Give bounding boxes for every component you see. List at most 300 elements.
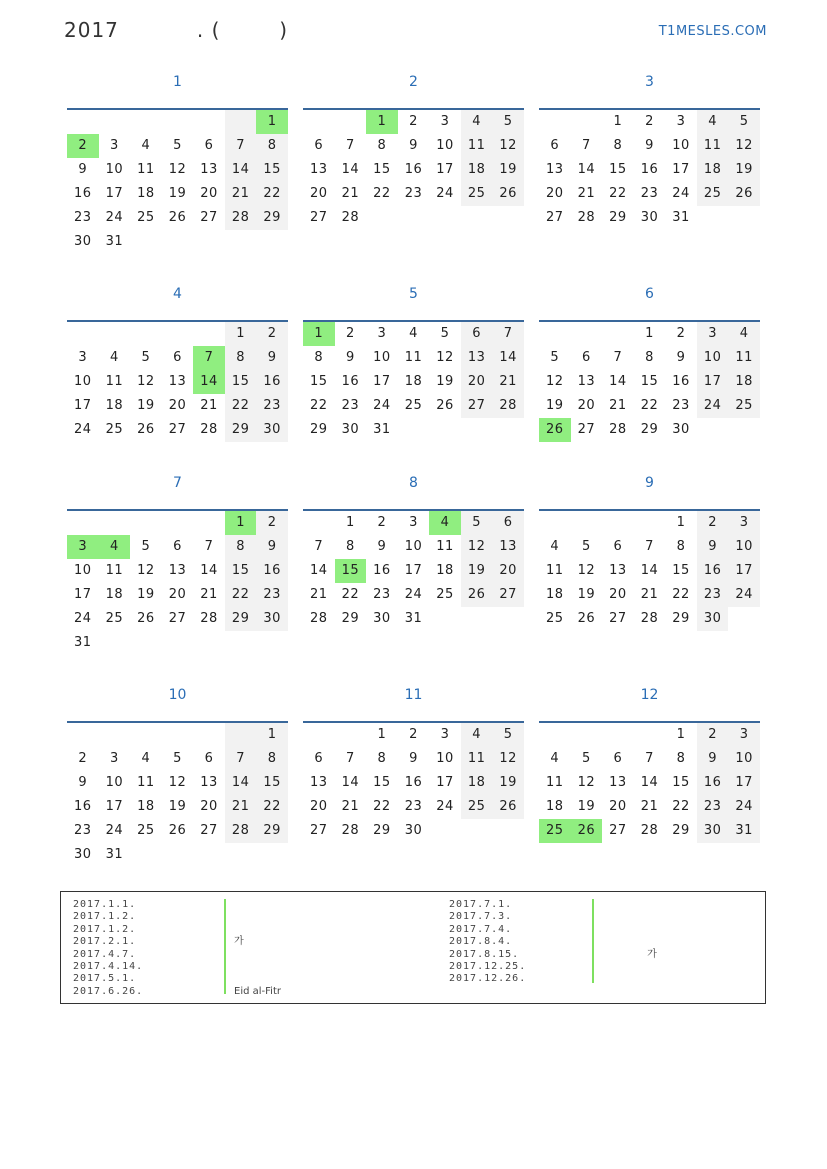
day-cell[interactable]: 20 xyxy=(577,398,596,413)
day-cell[interactable]: 1 xyxy=(256,110,288,134)
day-cell[interactable]: 11 xyxy=(436,539,454,554)
day-cell[interactable]: 19 xyxy=(492,771,524,795)
day-cell[interactable]: 8 xyxy=(225,535,257,559)
day-cell[interactable]: 10 xyxy=(672,138,690,153)
day-cell[interactable]: 8 xyxy=(225,346,257,370)
day-cell[interactable]: 30 xyxy=(373,611,391,626)
day-cell[interactable]: 18 xyxy=(137,186,155,201)
day-cell[interactable]: 14 xyxy=(341,775,360,790)
day-cell[interactable]: 2 xyxy=(409,114,418,129)
day-cell[interactable]: 22 xyxy=(256,182,288,206)
day-cell[interactable]: 29 xyxy=(310,422,328,437)
day-cell[interactable]: 28 xyxy=(225,819,257,843)
day-cell[interactable]: 11 xyxy=(105,374,124,389)
day-cell[interactable]: 10 xyxy=(728,747,760,771)
day-cell[interactable]: 7 xyxy=(345,138,355,153)
day-cell[interactable]: 18 xyxy=(546,587,564,602)
day-cell[interactable]: 23 xyxy=(672,398,690,413)
day-cell[interactable]: 22 xyxy=(609,186,627,201)
day-cell[interactable]: 20 xyxy=(546,186,564,201)
day-cell[interactable]: 25 xyxy=(436,587,454,602)
day-cell[interactable]: 29 xyxy=(256,206,288,230)
day-cell[interactable]: 23 xyxy=(256,394,288,418)
day-cell[interactable]: 14 xyxy=(200,563,218,578)
day-cell[interactable]: 5 xyxy=(461,511,493,535)
day-cell[interactable]: 26 xyxy=(571,819,603,843)
day-cell[interactable]: 16 xyxy=(672,374,690,389)
day-cell[interactable]: 7 xyxy=(645,751,654,766)
day-cell[interactable]: 21 xyxy=(225,182,257,206)
day-cell[interactable]: 12 xyxy=(577,563,596,578)
day-cell[interactable]: 15 xyxy=(672,563,690,578)
day-cell[interactable]: 27 xyxy=(461,394,493,418)
day-cell[interactable]: 14 xyxy=(310,563,328,578)
day-cell[interactable]: 4 xyxy=(728,322,760,346)
day-cell[interactable]: 19 xyxy=(577,587,596,602)
day-cell[interactable]: 16 xyxy=(640,162,659,177)
day-cell[interactable]: 30 xyxy=(672,422,690,437)
day-cell[interactable]: 26 xyxy=(168,210,187,225)
day-cell[interactable]: 10 xyxy=(105,162,124,177)
day-cell[interactable]: 7 xyxy=(204,539,214,554)
day-cell[interactable]: 21 xyxy=(640,799,659,814)
day-cell[interactable]: 15 xyxy=(225,370,257,394)
day-cell[interactable]: 28 xyxy=(225,206,257,230)
day-cell[interactable]: 8 xyxy=(676,539,686,554)
day-cell[interactable]: 12 xyxy=(577,775,596,790)
day-cell[interactable]: 15 xyxy=(373,162,391,177)
day-cell[interactable]: 23 xyxy=(256,583,288,607)
day-cell[interactable]: 12 xyxy=(168,162,187,177)
day-cell[interactable]: 12 xyxy=(492,134,524,158)
day-cell[interactable]: 24 xyxy=(697,394,729,418)
day-cell[interactable]: 29 xyxy=(672,611,690,626)
day-cell[interactable]: 22 xyxy=(225,394,257,418)
day-cell[interactable]: 8 xyxy=(645,350,654,365)
day-cell[interactable]: 17 xyxy=(728,771,760,795)
day-cell[interactable]: 21 xyxy=(577,186,596,201)
day-cell[interactable]: 16 xyxy=(74,799,92,814)
day-cell[interactable]: 9 xyxy=(345,350,355,365)
day-cell[interactable]: 6 xyxy=(314,138,324,153)
day-cell[interactable]: 1 xyxy=(676,515,686,530)
day-cell[interactable]: 11 xyxy=(137,162,155,177)
day-cell[interactable]: 15 xyxy=(256,771,288,795)
day-cell[interactable]: 9 xyxy=(697,535,729,559)
day-cell[interactable]: 7 xyxy=(193,346,225,370)
day-cell[interactable]: 19 xyxy=(546,398,564,413)
day-cell[interactable]: 19 xyxy=(461,559,493,583)
day-cell[interactable]: 24 xyxy=(436,799,454,814)
day-cell[interactable]: 20 xyxy=(168,587,187,602)
day-cell[interactable]: 1 xyxy=(303,322,335,346)
day-cell[interactable]: 2 xyxy=(345,326,355,341)
day-cell[interactable]: 19 xyxy=(168,799,187,814)
day-cell[interactable]: 5 xyxy=(173,138,182,153)
day-cell[interactable]: 12 xyxy=(137,563,155,578)
day-cell[interactable]: 11 xyxy=(728,346,760,370)
day-cell[interactable]: 28 xyxy=(609,422,627,437)
day-cell[interactable]: 20 xyxy=(310,186,328,201)
day-cell[interactable]: 19 xyxy=(436,374,454,389)
day-cell[interactable]: 9 xyxy=(78,162,88,177)
day-cell[interactable]: 13 xyxy=(200,775,218,790)
day-cell[interactable]: 2 xyxy=(377,515,387,530)
day-cell[interactable]: 17 xyxy=(373,374,391,389)
day-cell[interactable]: 28 xyxy=(640,823,659,838)
day-cell[interactable]: 6 xyxy=(204,751,214,766)
day-cell[interactable]: 17 xyxy=(404,563,423,578)
day-cell[interactable]: 14 xyxy=(640,563,659,578)
day-cell[interactable]: 2 xyxy=(409,727,418,742)
day-cell[interactable]: 27 xyxy=(609,823,627,838)
day-cell[interactable]: 31 xyxy=(672,210,690,225)
day-cell[interactable]: 11 xyxy=(137,775,155,790)
day-cell[interactable]: 21 xyxy=(310,587,328,602)
day-cell[interactable]: 31 xyxy=(404,611,423,626)
day-cell[interactable]: 22 xyxy=(672,587,690,602)
day-cell[interactable]: 5 xyxy=(440,326,450,341)
day-cell[interactable]: 28 xyxy=(341,823,360,838)
day-cell[interactable]: 25 xyxy=(137,210,155,225)
day-cell[interactable]: 7 xyxy=(345,751,355,766)
day-cell[interactable]: 9 xyxy=(256,535,288,559)
day-cell[interactable]: 25 xyxy=(697,182,729,206)
day-cell[interactable]: 3 xyxy=(377,326,387,341)
day-cell[interactable]: 17 xyxy=(436,162,454,177)
day-cell[interactable]: 20 xyxy=(492,559,524,583)
day-cell[interactable]: 15 xyxy=(256,158,288,182)
day-cell[interactable]: 15 xyxy=(373,775,391,790)
day-cell[interactable]: 4 xyxy=(409,326,418,341)
day-cell[interactable]: 5 xyxy=(581,751,591,766)
day-cell[interactable]: 31 xyxy=(373,422,391,437)
day-cell[interactable]: 13 xyxy=(577,374,596,389)
day-cell[interactable]: 27 xyxy=(310,210,328,225)
day-cell[interactable]: 6 xyxy=(613,751,623,766)
day-cell[interactable]: 13 xyxy=(168,563,187,578)
day-cell[interactable]: 12 xyxy=(492,747,524,771)
day-cell[interactable]: 27 xyxy=(310,823,328,838)
day-cell[interactable]: 23 xyxy=(404,186,423,201)
day-cell[interactable]: 25 xyxy=(137,823,155,838)
day-cell[interactable]: 28 xyxy=(200,611,218,626)
day-cell[interactable]: 18 xyxy=(105,587,124,602)
day-cell[interactable]: 26 xyxy=(461,583,493,607)
day-cell[interactable]: 5 xyxy=(728,110,760,134)
day-cell[interactable]: 2 xyxy=(645,114,654,129)
day-cell[interactable]: 19 xyxy=(168,186,187,201)
day-cell[interactable]: 7 xyxy=(225,747,257,771)
day-cell[interactable]: 25 xyxy=(404,398,423,413)
day-cell[interactable]: 10 xyxy=(74,374,92,389)
day-cell[interactable]: 10 xyxy=(436,751,454,766)
day-cell[interactable]: 22 xyxy=(341,587,360,602)
day-cell[interactable]: 14 xyxy=(492,346,524,370)
day-cell[interactable]: 20 xyxy=(168,398,187,413)
day-cell[interactable]: 20 xyxy=(200,799,218,814)
day-cell[interactable]: 27 xyxy=(200,823,218,838)
day-cell[interactable]: 29 xyxy=(373,823,391,838)
day-cell[interactable]: 11 xyxy=(404,350,423,365)
day-cell[interactable]: 2 xyxy=(256,511,288,535)
day-cell[interactable]: 11 xyxy=(546,775,564,790)
day-cell[interactable]: 8 xyxy=(256,134,288,158)
day-cell[interactable]: 8 xyxy=(613,138,623,153)
day-cell[interactable]: 25 xyxy=(461,182,493,206)
day-cell[interactable]: 12 xyxy=(728,134,760,158)
day-cell[interactable]: 12 xyxy=(461,535,493,559)
day-cell[interactable]: 16 xyxy=(256,559,288,583)
day-cell[interactable]: 19 xyxy=(492,158,524,182)
day-cell[interactable]: 16 xyxy=(697,771,729,795)
day-cell[interactable]: 17 xyxy=(105,186,124,201)
day-cell[interactable]: 19 xyxy=(728,158,760,182)
day-cell[interactable]: 5 xyxy=(173,751,182,766)
day-cell[interactable]: 24 xyxy=(404,587,423,602)
day-cell[interactable]: 23 xyxy=(373,587,391,602)
day-cell[interactable]: 30 xyxy=(697,819,729,843)
day-cell[interactable]: 1 xyxy=(225,511,257,535)
day-cell[interactable]: 13 xyxy=(168,374,187,389)
day-cell[interactable]: 4 xyxy=(697,110,729,134)
day-cell[interactable]: 29 xyxy=(225,418,257,442)
day-cell[interactable]: 26 xyxy=(168,823,187,838)
day-cell[interactable]: 12 xyxy=(137,374,155,389)
day-cell[interactable]: 22 xyxy=(640,398,659,413)
day-cell[interactable]: 3 xyxy=(728,511,760,535)
day-cell[interactable]: 25 xyxy=(546,611,564,626)
day-cell[interactable]: 30 xyxy=(256,607,288,631)
day-cell[interactable]: 10 xyxy=(728,535,760,559)
day-cell[interactable]: 10 xyxy=(105,775,124,790)
day-cell[interactable]: 2 xyxy=(697,723,729,747)
day-cell[interactable]: 6 xyxy=(550,138,560,153)
day-cell[interactable]: 4 xyxy=(141,751,151,766)
day-cell[interactable]: 13 xyxy=(200,162,218,177)
brand-link[interactable]: T1MESLES.COM xyxy=(658,24,767,39)
day-cell[interactable]: 25 xyxy=(461,795,493,819)
day-cell[interactable]: 16 xyxy=(404,775,423,790)
day-cell[interactable]: 1 xyxy=(225,322,257,346)
day-cell[interactable]: 28 xyxy=(640,611,659,626)
day-cell[interactable]: 27 xyxy=(168,611,187,626)
day-cell[interactable]: 13 xyxy=(461,346,493,370)
day-cell[interactable]: 21 xyxy=(225,795,257,819)
day-cell[interactable]: 9 xyxy=(377,539,387,554)
day-cell[interactable]: 31 xyxy=(74,635,92,650)
day-cell[interactable]: 16 xyxy=(341,374,360,389)
day-cell[interactable]: 27 xyxy=(546,210,564,225)
day-cell[interactable]: 29 xyxy=(609,210,627,225)
day-cell[interactable]: 5 xyxy=(492,723,524,747)
day-cell[interactable]: 22 xyxy=(373,799,391,814)
day-cell[interactable]: 9 xyxy=(409,751,418,766)
day-cell[interactable]: 5 xyxy=(550,350,560,365)
day-cell[interactable]: 3 xyxy=(676,114,686,129)
day-cell[interactable]: 17 xyxy=(436,775,454,790)
day-cell[interactable]: 15 xyxy=(672,775,690,790)
day-cell[interactable]: 10 xyxy=(373,350,391,365)
day-cell[interactable]: 13 xyxy=(609,775,627,790)
day-cell[interactable]: 11 xyxy=(461,134,493,158)
day-cell[interactable]: 24 xyxy=(105,823,124,838)
day-cell[interactable]: 17 xyxy=(672,162,690,177)
day-cell[interactable]: 5 xyxy=(581,539,591,554)
day-cell[interactable]: 7 xyxy=(314,539,324,554)
day-cell[interactable]: 29 xyxy=(640,422,659,437)
day-cell[interactable]: 27 xyxy=(577,422,596,437)
day-cell[interactable]: 24 xyxy=(436,186,454,201)
day-cell[interactable]: 6 xyxy=(173,350,182,365)
day-cell[interactable]: 28 xyxy=(492,394,524,418)
day-cell[interactable]: 7 xyxy=(645,539,654,554)
day-cell[interactable]: 18 xyxy=(697,158,729,182)
day-cell[interactable]: 31 xyxy=(105,234,124,249)
day-cell[interactable]: 24 xyxy=(74,422,92,437)
day-cell[interactable]: 13 xyxy=(310,162,328,177)
day-cell[interactable]: 16 xyxy=(373,563,391,578)
day-cell[interactable]: 10 xyxy=(404,539,423,554)
day-cell[interactable]: 6 xyxy=(613,539,623,554)
day-cell[interactable]: 6 xyxy=(173,539,182,554)
day-cell[interactable]: 23 xyxy=(697,583,729,607)
day-cell[interactable]: 24 xyxy=(373,398,391,413)
day-cell[interactable]: 30 xyxy=(74,234,92,249)
day-cell[interactable]: 8 xyxy=(377,138,387,153)
day-cell[interactable]: 14 xyxy=(193,370,225,394)
day-cell[interactable]: 26 xyxy=(728,182,760,206)
day-cell[interactable]: 20 xyxy=(609,587,627,602)
day-cell[interactable]: 23 xyxy=(74,210,92,225)
day-cell[interactable]: 4 xyxy=(109,350,119,365)
day-cell[interactable]: 19 xyxy=(137,398,155,413)
day-cell[interactable]: 17 xyxy=(697,370,729,394)
day-cell[interactable]: 3 xyxy=(728,723,760,747)
day-cell[interactable]: 7 xyxy=(581,138,591,153)
day-cell[interactable]: 2 xyxy=(256,322,288,346)
day-cell[interactable]: 16 xyxy=(697,559,729,583)
day-cell[interactable]: 17 xyxy=(74,587,92,602)
day-cell[interactable]: 17 xyxy=(728,559,760,583)
day-cell[interactable]: 5 xyxy=(141,350,151,365)
day-cell[interactable]: 22 xyxy=(310,398,328,413)
day-cell[interactable]: 25 xyxy=(105,611,124,626)
day-cell[interactable]: 14 xyxy=(640,775,659,790)
day-cell[interactable]: 23 xyxy=(697,795,729,819)
day-cell[interactable]: 9 xyxy=(676,350,686,365)
day-cell[interactable]: 3 xyxy=(109,138,119,153)
day-cell[interactable]: 17 xyxy=(74,398,92,413)
day-cell[interactable]: 8 xyxy=(314,350,324,365)
day-cell[interactable]: 19 xyxy=(577,799,596,814)
day-cell[interactable]: 13 xyxy=(310,775,328,790)
day-cell[interactable]: 18 xyxy=(137,799,155,814)
day-cell[interactable]: 8 xyxy=(256,747,288,771)
day-cell[interactable]: 13 xyxy=(546,162,564,177)
day-cell[interactable]: 21 xyxy=(200,398,218,413)
day-cell[interactable]: 27 xyxy=(492,583,524,607)
day-cell[interactable]: 27 xyxy=(168,422,187,437)
day-cell[interactable]: 11 xyxy=(461,747,493,771)
day-cell[interactable]: 3 xyxy=(78,350,88,365)
day-cell[interactable]: 27 xyxy=(609,611,627,626)
day-cell[interactable]: 16 xyxy=(404,162,423,177)
day-cell[interactable]: 2 xyxy=(67,134,99,158)
day-cell[interactable]: 3 xyxy=(440,727,450,742)
day-cell[interactable]: 18 xyxy=(461,158,493,182)
day-cell[interactable]: 18 xyxy=(404,374,423,389)
day-cell[interactable]: 30 xyxy=(341,422,360,437)
day-cell[interactable]: 15 xyxy=(640,374,659,389)
day-cell[interactable]: 26 xyxy=(436,398,454,413)
day-cell[interactable]: 26 xyxy=(539,418,571,442)
day-cell[interactable]: 28 xyxy=(577,210,596,225)
day-cell[interactable]: 14 xyxy=(341,162,360,177)
day-cell[interactable]: 6 xyxy=(204,138,214,153)
day-cell[interactable]: 13 xyxy=(609,563,627,578)
day-cell[interactable]: 20 xyxy=(461,370,493,394)
day-cell[interactable]: 21 xyxy=(341,186,360,201)
day-cell[interactable]: 3 xyxy=(409,515,418,530)
day-cell[interactable]: 1 xyxy=(613,114,623,129)
day-cell[interactable]: 8 xyxy=(377,751,387,766)
day-cell[interactable]: 2 xyxy=(697,511,729,535)
day-cell[interactable]: 28 xyxy=(310,611,328,626)
day-cell[interactable]: 4 xyxy=(550,751,560,766)
day-cell[interactable]: 27 xyxy=(200,210,218,225)
day-cell[interactable]: 28 xyxy=(200,422,218,437)
day-cell[interactable]: 10 xyxy=(697,346,729,370)
day-cell[interactable]: 31 xyxy=(105,847,124,862)
day-cell[interactable]: 24 xyxy=(74,611,92,626)
day-cell[interactable]: 18 xyxy=(461,771,493,795)
day-cell[interactable]: 18 xyxy=(546,799,564,814)
day-cell[interactable]: 9 xyxy=(697,747,729,771)
day-cell[interactable]: 13 xyxy=(492,535,524,559)
day-cell[interactable]: 4 xyxy=(461,723,493,747)
day-cell[interactable]: 29 xyxy=(256,819,288,843)
day-cell[interactable]: 30 xyxy=(640,210,659,225)
day-cell[interactable]: 4 xyxy=(141,138,151,153)
day-cell[interactable]: 16 xyxy=(74,186,92,201)
day-cell[interactable]: 2 xyxy=(78,751,88,766)
day-cell[interactable]: 7 xyxy=(613,350,623,365)
day-cell[interactable]: 6 xyxy=(492,511,524,535)
day-cell[interactable]: 18 xyxy=(728,370,760,394)
day-cell[interactable]: 30 xyxy=(697,607,729,631)
day-cell[interactable]: 21 xyxy=(492,370,524,394)
day-cell[interactable]: 12 xyxy=(436,350,454,365)
day-cell[interactable]: 6 xyxy=(314,751,324,766)
day-cell[interactable]: 21 xyxy=(341,799,360,814)
day-cell[interactable]: 1 xyxy=(377,727,387,742)
day-cell[interactable]: 30 xyxy=(74,847,92,862)
day-cell[interactable]: 8 xyxy=(676,751,686,766)
day-cell[interactable]: 11 xyxy=(697,134,729,158)
day-cell[interactable]: 9 xyxy=(256,346,288,370)
day-cell[interactable]: 18 xyxy=(436,563,454,578)
day-cell[interactable]: 15 xyxy=(225,559,257,583)
day-cell[interactable]: 23 xyxy=(640,186,659,201)
day-cell[interactable]: 20 xyxy=(310,799,328,814)
day-cell[interactable]: 28 xyxy=(341,210,360,225)
day-cell[interactable]: 12 xyxy=(168,775,187,790)
day-cell[interactable]: 9 xyxy=(409,138,418,153)
day-cell[interactable]: 29 xyxy=(672,823,690,838)
day-cell[interactable]: 6 xyxy=(581,350,591,365)
day-cell[interactable]: 24 xyxy=(728,583,760,607)
